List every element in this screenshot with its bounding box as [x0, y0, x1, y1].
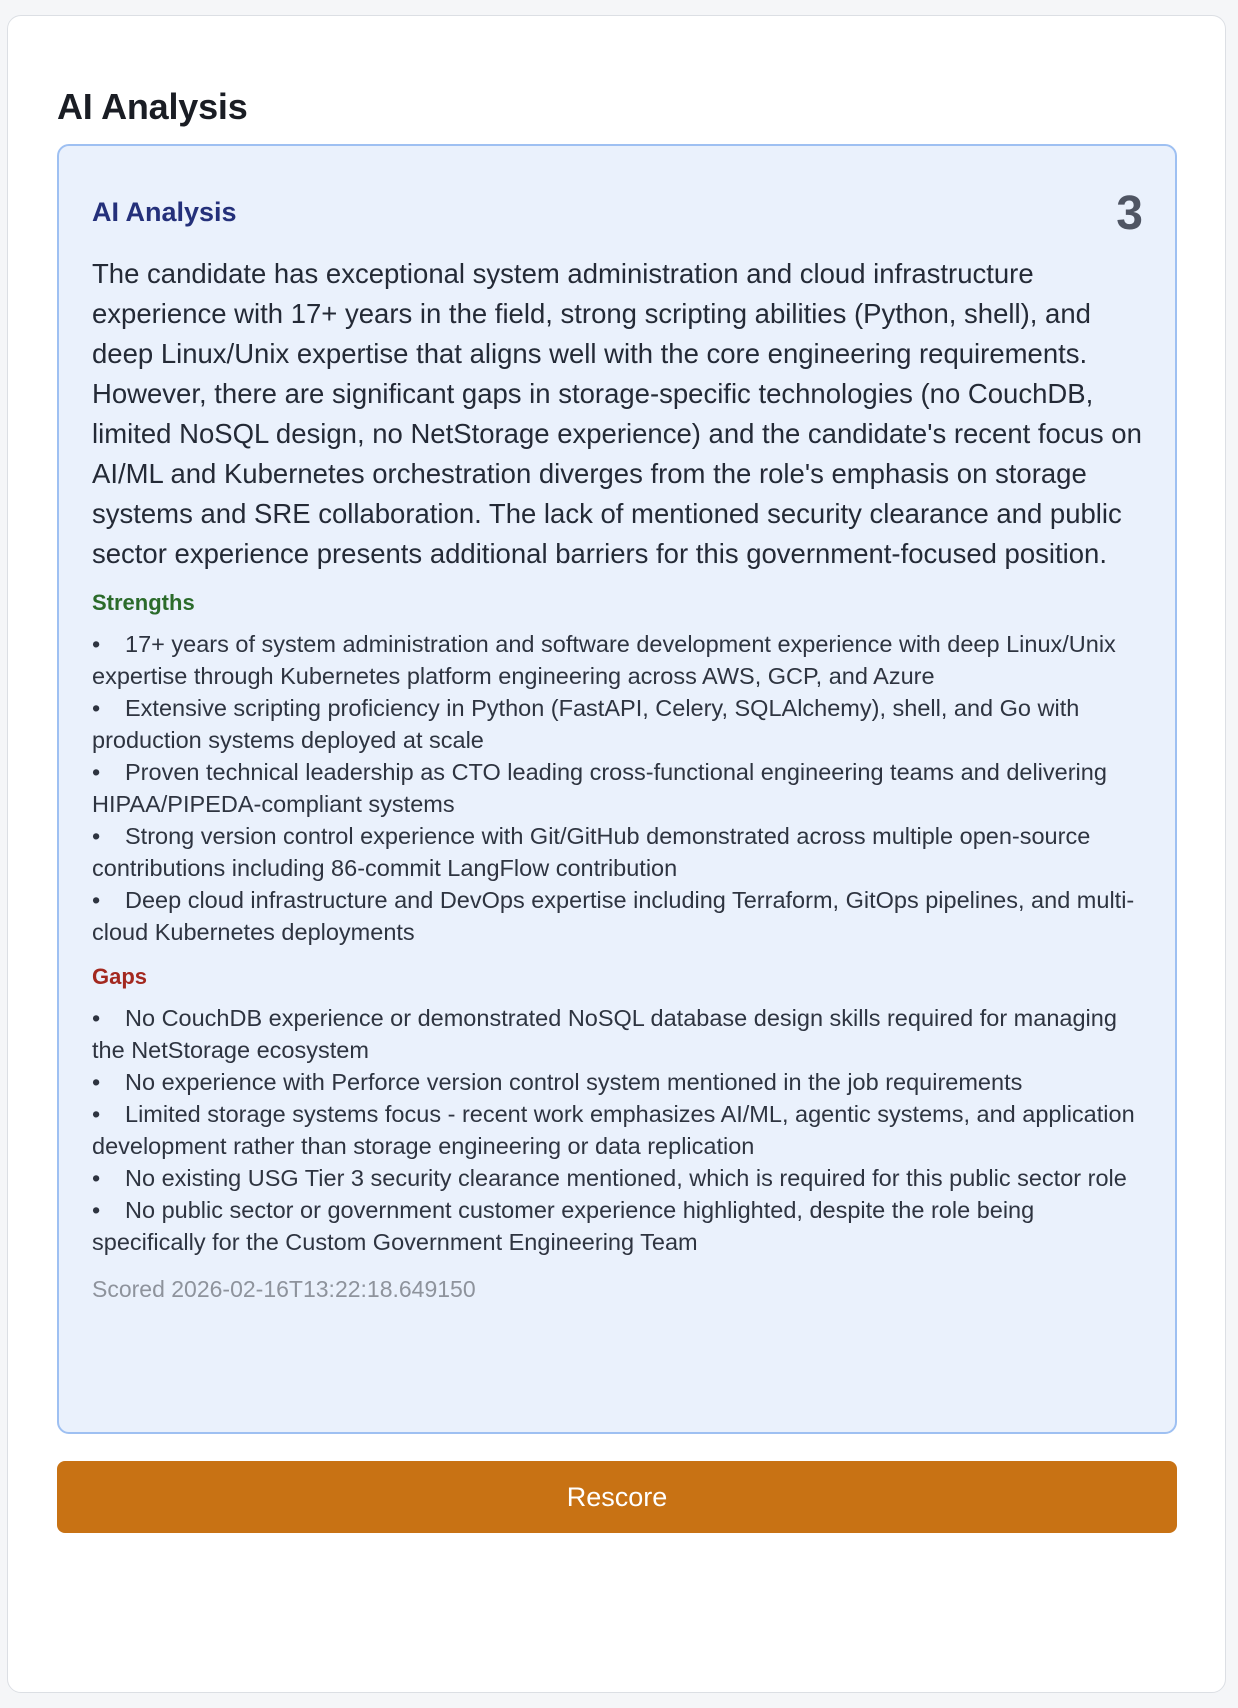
- gap-item: [92, 1162, 1143, 1194]
- strengths-list: [92, 628, 1143, 948]
- bullet-icon: •: [92, 1101, 101, 1127]
- analysis-card-title: AI Analysis: [92, 196, 237, 227]
- bullet-icon: •: [92, 887, 101, 913]
- gap-item: [92, 1098, 1143, 1162]
- strength-text: Deep cloud infrastructure and DevOps expertise including Terraform, GitOps pipelines, and multi-cloud Kubernetes deployments: [92, 887, 1135, 945]
- score-value: 3: [1116, 186, 1143, 240]
- gaps-list: [92, 1002, 1143, 1258]
- gap-item: [92, 1194, 1143, 1258]
- gap-text: No CouchDB experience or demonstrated NoSQL database design skills required for managing the NetStorage ecosystem: [92, 1005, 1117, 1063]
- bullet-icon: •: [92, 1165, 101, 1191]
- bullet-icon: •: [92, 759, 101, 785]
- strength-item: [92, 884, 1143, 948]
- analysis-card-header: [92, 186, 1143, 240]
- bullet-icon: •: [92, 631, 101, 657]
- gap-text: Limited storage systems focus - recent work emphasizes AI/ML, agentic systems, and application development rather than storage engineering or data replication: [92, 1101, 1135, 1159]
- strength-item: [92, 692, 1143, 756]
- gap-text: No experience with Perforce version control system mentioned in the job requirements: [125, 1069, 1023, 1095]
- analysis-card: [57, 144, 1177, 1434]
- strength-text: Proven technical leadership as CTO leading cross-functional engineering teams and delivering HIPAA/PIPEDA-compliant systems: [92, 759, 1107, 817]
- strengths-heading: Strengths: [92, 590, 195, 615]
- gap-text: No existing USG Tier 3 security clearance mentioned, which is required for this public sector role: [125, 1165, 1127, 1191]
- bullet-icon: •: [92, 695, 101, 721]
- bullet-icon: •: [92, 1069, 101, 1095]
- strength-text: 17+ years of system administration and software development experience with deep Linux/Unix expertise through Kubernetes platform engineering across AWS, GCP, and Azure: [92, 631, 1116, 689]
- gap-text: No public sector or government customer experience highlighted, despite the role being specifically for the Custom Government Engineering Team: [92, 1197, 1035, 1255]
- ai-analysis-panel: [7, 15, 1226, 1693]
- panel-title: AI Analysis: [57, 86, 248, 127]
- strength-item: [92, 820, 1143, 884]
- scored-timestamp: Scored 2026-02-16T13:22:18.649150: [92, 1276, 476, 1302]
- strength-text: Extensive scripting proficiency in Python (FastAPI, Celery, SQLAlchemy), shell, and Go with production systems deployed at scale: [92, 695, 1080, 753]
- gap-item: [92, 1002, 1143, 1066]
- strength-item: [92, 756, 1143, 820]
- gap-item: [92, 1066, 1143, 1098]
- analysis-summary: The candidate has exceptional system administration and cloud infrastructure experience with 17+ years in the field, strong scripting abilities (Python, shell), and deep Linux/Unix expertise that aligns well with the core engineering requirements. However, there are significant gaps in storage-specific technologies (no CouchDB, limited NoSQL design, no NetStorage experience) and the candidate's recent focus on AI/ML and Kubernetes orchestration diverges from the role's emphasis on storage systems and SRE collaboration. The lack of mentioned security clearance and public sector experience presents additional barriers for this government-focused position.: [92, 258, 1142, 569]
- gaps-heading: Gaps: [92, 964, 148, 989]
- rescore-button[interactable]: Rescore: [57, 1461, 1177, 1533]
- bullet-icon: •: [92, 1005, 101, 1031]
- bullet-icon: •: [92, 823, 101, 849]
- bullet-icon: •: [92, 1197, 101, 1223]
- strength-text: Strong version control experience with Git/GitHub demonstrated across multiple open-source contributions including 86-commit LangFlow contribution: [92, 823, 1091, 881]
- strength-item: [92, 628, 1143, 692]
